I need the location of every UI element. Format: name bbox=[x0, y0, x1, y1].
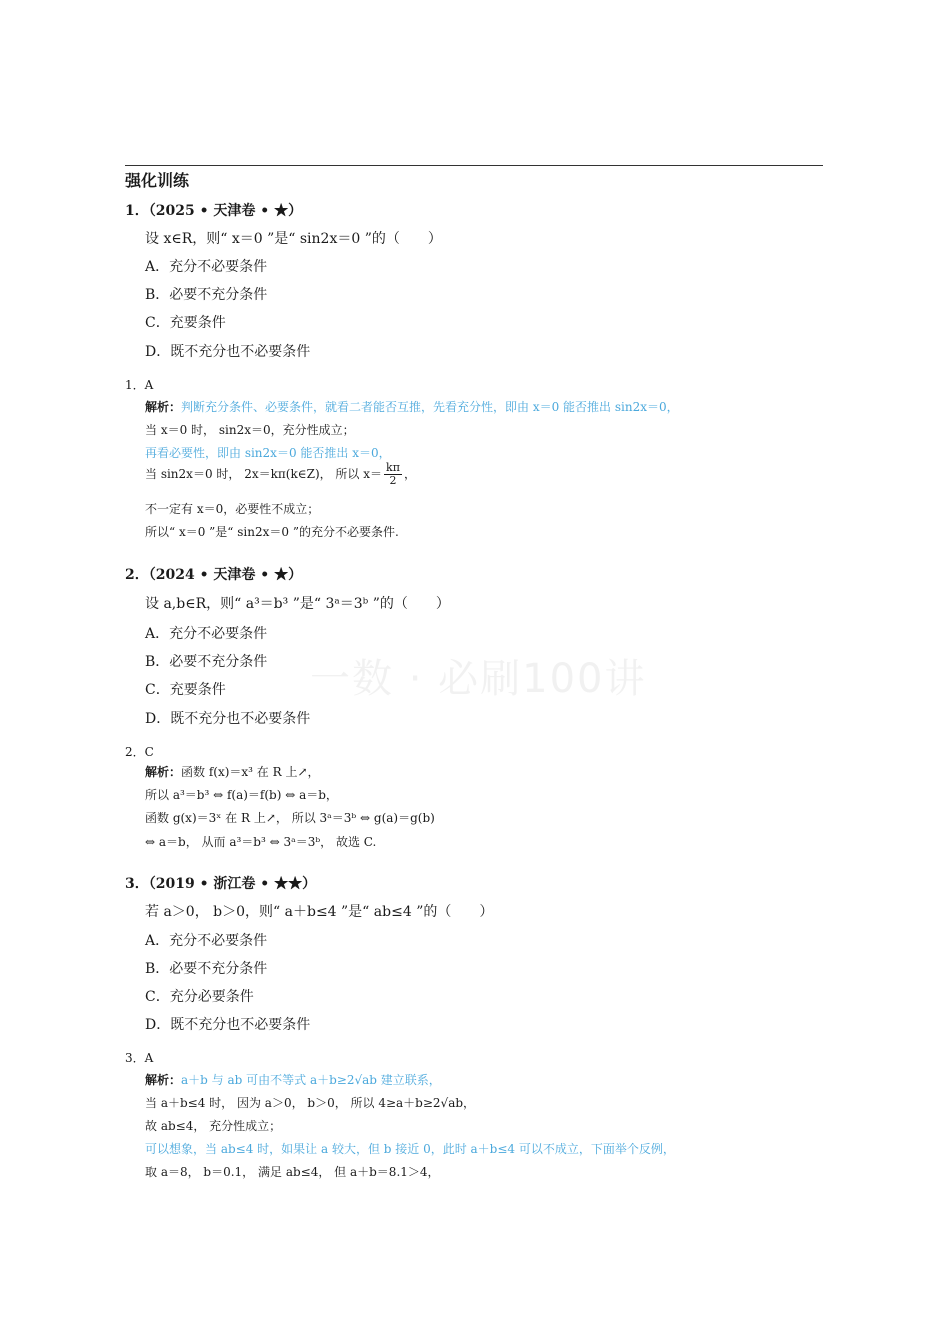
q3-option-d: D．既不充分也不必要条件 bbox=[145, 1017, 311, 1033]
q1-option-d: D．既不充分也不必要条件 bbox=[145, 344, 311, 360]
q1-solution-line-6: 所以“ x＝0 ”是“ sin2x＝0 ”的充分不必要条件. bbox=[145, 525, 399, 539]
q1-solution-line-1 bbox=[145, 398, 679, 415]
q1-s4-text: 当 sin2x＝0 时， 2x＝kπ(k∈Z)， 所以 x＝ bbox=[145, 467, 383, 481]
fraction-denominator: 2 bbox=[389, 474, 397, 487]
header-rule bbox=[125, 165, 823, 166]
section-title: 强化训练 bbox=[125, 171, 190, 190]
solution-label: 解析： bbox=[145, 765, 182, 779]
q2-solution-line-4: ⇔ a＝b， 从而 a³＝b³ ⇔ 3ᵃ＝3ᵇ， 故选 C. bbox=[145, 835, 377, 849]
q3-solution-line-4: 可以想象，当 ab≤4 时，如果让 a 较大，但 b 接近 0，此时 a＋b≤4 可以不成立，下面举个反例， bbox=[145, 1142, 675, 1156]
q3-stem: 若 a＞0， b＞0，则“ a＋b≤4 ”是“ ab≤4 ”的（ ） bbox=[145, 904, 494, 920]
q2-option-c: C．充要条件 bbox=[145, 682, 226, 698]
q3-option-a: A．充分不必要条件 bbox=[145, 933, 268, 949]
q2-solution-line-2: 所以 a³＝b³ ⇔ f(a)＝f(b) ⇔ a＝b， bbox=[145, 788, 338, 802]
q1-solution-line-2: 当 x＝0 时， sin2x＝0，充分性成立； bbox=[145, 423, 355, 437]
q2-stem: 设 a,b∈R，则“ a³＝b³ ”是“ 3ᵃ＝3ᵇ ”的（ ） bbox=[145, 596, 450, 612]
solution-label: 解析： bbox=[145, 400, 182, 414]
solution-hint: a＋b 与 ab 可由不等式 a＋b≥2√ab 建立联系， bbox=[181, 1073, 441, 1087]
q1-header: 1．（2025 • 天津卷 • ★） bbox=[125, 203, 303, 219]
q1-option-a: A．充分不必要条件 bbox=[145, 259, 268, 275]
q3-solution-line-5: 取 a＝8， b＝0.1， 满足 ab≤4， 但 a＋b＝8.1＞4， bbox=[145, 1165, 440, 1179]
q2-solution-line-3: 函数 g(x)＝3ˣ 在 R 上↗， 所以 3ᵃ＝3ᵇ ⇔ g(a)＝g(b) bbox=[145, 811, 435, 825]
q1-option-b: B．必要不充分条件 bbox=[145, 287, 268, 303]
q3-header: 3．（2019 • 浙江卷 • ★★） bbox=[125, 876, 317, 892]
q2-header: 2．（2024 • 天津卷 • ★） bbox=[125, 567, 303, 583]
fraction-numerator: kπ bbox=[386, 461, 400, 474]
q3-solution-line-2: 当 a＋b≤4 时， 因为 a＞0， b＞0， 所以 4≥a＋b≥2√ab， bbox=[145, 1096, 476, 1110]
solution-text: 函数 f(x)＝x³ 在 R 上↗， bbox=[181, 765, 320, 779]
q3-option-b: B．必要不充分条件 bbox=[145, 961, 268, 977]
q2-answer: 2．C bbox=[125, 745, 154, 759]
watermark: 一数 · 必刷100讲 bbox=[310, 656, 647, 702]
q1-solution-line-4 bbox=[145, 462, 416, 487]
q2-option-a: A．充分不必要条件 bbox=[145, 626, 268, 642]
q3-option-c: C．充分必要条件 bbox=[145, 989, 254, 1005]
q1-s4-end: ， bbox=[403, 467, 416, 481]
q1-solution-line-5: 不一定有 x＝0，必要性不成立； bbox=[145, 502, 320, 516]
q1-option-c: C．充要条件 bbox=[145, 315, 226, 331]
solution-hint: 判断充分条件、必要条件，就看二者能否互推，先看充分性，即由 x＝0 能否推出 sin2x＝0， bbox=[181, 400, 679, 414]
q3-solution-line-1 bbox=[145, 1071, 441, 1088]
q2-solution-line-1 bbox=[145, 763, 320, 780]
fraction-k-pi-over-2 bbox=[384, 462, 402, 487]
q1-solution-line-3: 再看必要性，即由 sin2x＝0 能否推出 x＝0， bbox=[145, 446, 391, 460]
q3-answer: 3．A bbox=[125, 1051, 154, 1065]
solution-label: 解析： bbox=[145, 1073, 182, 1087]
q3-solution-line-3: 故 ab≤4， 充分性成立； bbox=[145, 1119, 282, 1133]
q2-option-b: B．必要不充分条件 bbox=[145, 654, 268, 670]
q1-stem: 设 x∈R，则“ x＝0 ”是“ sin2x＝0 ”的（ ） bbox=[145, 231, 442, 247]
q2-option-d: D．既不充分也不必要条件 bbox=[145, 711, 311, 727]
q1-answer: 1．A bbox=[125, 378, 154, 392]
